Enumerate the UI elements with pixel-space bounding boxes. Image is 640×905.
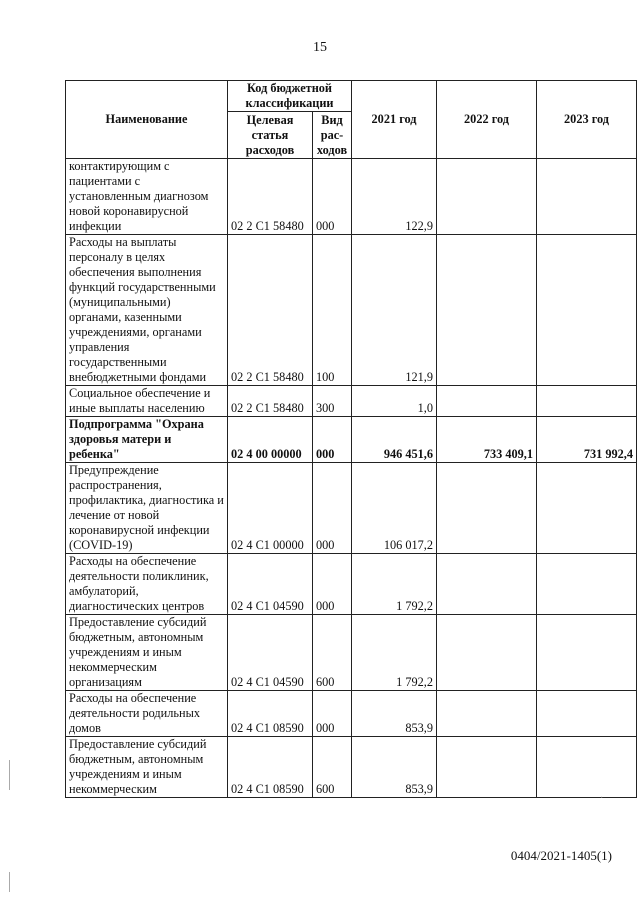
row-2021-cell: 122,9: [352, 159, 437, 235]
table-row: [66, 235, 637, 386]
row-code-cell: 02 4 С1 04590: [228, 554, 313, 615]
row-expense-type-cell: 000: [313, 159, 352, 235]
row-code-cell: 02 2 С1 58480: [228, 159, 313, 235]
row-name-cell: Предоставление субсидий бюджетным, автономным учреждениям и иным некоммерческим: [66, 737, 228, 798]
row-code-cell: 02 4 С1 00000: [228, 463, 313, 554]
row-2023-cell: 731 992,4: [537, 417, 637, 463]
header-2022: 2022 год: [437, 81, 537, 159]
stray-mark: ·: [600, 793, 604, 804]
header-name: Наименование: [66, 81, 228, 159]
row-2022-cell: 733 409,1: [437, 417, 537, 463]
row-code-cell: 02 4 С1 08590: [228, 691, 313, 737]
header-target-article: Целевая статья расходов: [228, 112, 313, 159]
header-code-group: Код бюджетной классификации: [228, 81, 352, 112]
row-expense-type-cell: 000: [313, 463, 352, 554]
header-expense-type: Вид рас- ходов: [313, 112, 352, 159]
row-2021-cell: 946 451,6: [352, 417, 437, 463]
row-2021-cell: 106 017,2: [352, 463, 437, 554]
row-2022-cell: [437, 159, 537, 235]
row-name-cell: Расходы на выплаты персоналу в целях обеспечения выполнения функций государственными (муниципальными) органами, казенными учреждениями, органами управления государственными внебюджетными фондами: [66, 235, 228, 386]
row-2022-cell: [437, 463, 537, 554]
row-2021-cell: 1 792,2: [352, 554, 437, 615]
page-number: 15: [313, 40, 327, 55]
header-2023: 2023 год: [537, 81, 637, 159]
table-row: [66, 159, 637, 235]
row-expense-type-cell: 600: [313, 737, 352, 798]
row-2021-cell: 853,9: [352, 737, 437, 798]
margin-mark: [9, 872, 10, 892]
row-2023-cell: [537, 463, 637, 554]
row-2021-cell: 853,9: [352, 691, 437, 737]
header-2021: 2021 год: [352, 81, 437, 159]
margin-mark: [9, 760, 10, 790]
table-row: [66, 417, 637, 463]
row-2022-cell: [437, 691, 537, 737]
row-name-cell: Подпрограмма "Охрана здоровья матери и ребенка": [66, 417, 228, 463]
row-2023-cell: [537, 691, 637, 737]
document-code: 0404/2021-1405(1): [510, 848, 612, 863]
row-2023-cell: [537, 615, 637, 691]
row-2021-cell: 1 792,2: [352, 615, 437, 691]
table-row: [66, 615, 637, 691]
row-expense-type-cell: 600: [313, 615, 352, 691]
table-row: [66, 554, 637, 615]
row-2022-cell: [437, 554, 537, 615]
row-code-cell: 02 4 00 00000: [228, 417, 313, 463]
row-name-cell: Предупреждение распространения, профилактика, диагностика и лечение от новой коронавирусной инфекции (COVID-19): [66, 463, 228, 554]
row-2022-cell: [437, 737, 537, 798]
row-name-cell: Предоставление субсидий бюджетным, автономным учреждениям и иным некоммерческим организациям: [66, 615, 228, 691]
row-2022-cell: [437, 386, 537, 417]
table-row: [66, 737, 637, 798]
row-2022-cell: [437, 235, 537, 386]
row-code-cell: 02 4 С1 04590: [228, 615, 313, 691]
row-2022-cell: [437, 615, 537, 691]
table-body: [66, 159, 637, 798]
row-code-cell: 02 2 С1 58480: [228, 386, 313, 417]
row-2021-cell: 121,9: [352, 235, 437, 386]
table-row: [66, 691, 637, 737]
row-expense-type-cell: 000: [313, 691, 352, 737]
row-code-cell: 02 4 С1 08590: [228, 737, 313, 798]
table-row: [66, 386, 637, 417]
row-code-cell: 02 2 С1 58480: [228, 235, 313, 386]
row-expense-type-cell: 000: [313, 417, 352, 463]
row-name-cell: Расходы на обеспечение деятельности поликлиник, амбулаторий, диагностических центров: [66, 554, 228, 615]
row-name-cell: Расходы на обеспечение деятельности родильных домов: [66, 691, 228, 737]
row-2023-cell: [537, 737, 637, 798]
row-2023-cell: [537, 386, 637, 417]
row-2023-cell: [537, 554, 637, 615]
row-2023-cell: [537, 159, 637, 235]
row-expense-type-cell: 000: [313, 554, 352, 615]
budget-table: [65, 80, 637, 798]
table-row: [66, 463, 637, 554]
row-name-cell: Социальное обеспечение и иные выплаты населению: [66, 386, 228, 417]
row-2023-cell: [537, 235, 637, 386]
row-expense-type-cell: 100: [313, 235, 352, 386]
row-name-cell: контактирующим с пациентами с установленным диагнозом новой коронавирусной инфекции: [66, 159, 228, 235]
row-expense-type-cell: 300: [313, 386, 352, 417]
row-2021-cell: 1,0: [352, 386, 437, 417]
